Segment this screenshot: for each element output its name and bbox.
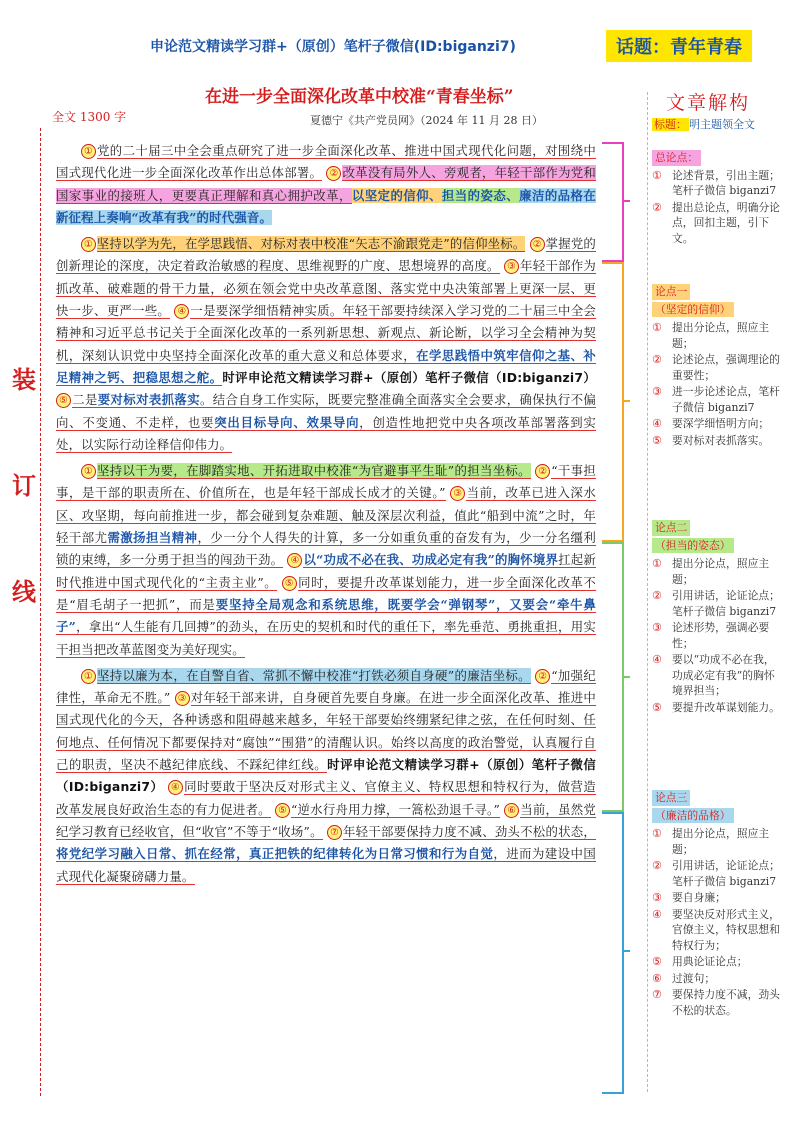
- panel-overview: [652, 150, 780, 247]
- keyphrase: 以“功成不必在我、功成必定有我”的胸怀境界: [303, 552, 559, 568]
- marker-circle: ⑤: [282, 576, 297, 591]
- sentence: 一是要深学细悟精神实质。年轻干部要持续深入学习党的二十届三中全会精神和习近平总书记关于全面深化改革的一系列新思想、新观点、新论断，以学习全会精神为契机，深刻认识党中央坚持全面深化改革的重大意义和总体要求，: [56, 303, 596, 363]
- panel-tag-label: 标题：: [654, 118, 687, 131]
- analysis-item: ④ 要以“功成不必在我，功成必定有我”的胸怀境界担当；: [652, 653, 775, 697]
- analysis-item: ④ 要深学细悟明方向；: [652, 417, 770, 430]
- paragraph-point-1: [56, 233, 596, 456]
- section-subheading: （担当的姿态）: [652, 538, 734, 554]
- bracket-point-3: [602, 812, 624, 1094]
- marker-circle: ④: [287, 553, 302, 568]
- binding-char-2: 订: [12, 471, 36, 500]
- marker-circle: ④: [168, 780, 183, 795]
- panel-title: 文章解构: [666, 92, 751, 114]
- panel-tag-text: 明主题领全文: [689, 118, 755, 131]
- sentence: ，进而为建设中国式现代化凝聚磅礴力量。: [56, 846, 596, 884]
- sentence: 坚持以学为先，在学思践悟、对标对表中校准“矢志不渝跟党走”的信仰坐标。: [96, 236, 526, 252]
- analysis-item: ② 引用讲话，论证论点；笔杆子微信 biganzi7: [652, 859, 780, 888]
- keyphrase: 要坚持全局观念和系统思维，既要学会“弹钢琴”，又要会“牵牛鼻子”: [56, 596, 596, 635]
- sentence: 同时要敢于坚决反对形式主义、官僚主义、特权思想和特权行为，做营造改革发展良好政治生态的有力促进者。: [56, 779, 597, 817]
- paragraph-intro: [56, 140, 596, 229]
- sentence: 年轻干部作为抓改革、破难题的骨干力量，必须在领会党中央改革意图、落实党中央决策部署上更深一层、更快一步、更严一些。: [56, 258, 597, 319]
- marker-circle: ②: [535, 669, 550, 684]
- marker-circle: ①: [81, 237, 96, 252]
- section-heading: 论点二: [652, 520, 690, 536]
- word-count: 全文 1300 字: [52, 110, 127, 124]
- marker-circle: ②: [535, 464, 550, 479]
- analysis-item: ④ 要坚决反对形式主义，官僚主义，特权思想和特权行为；: [652, 907, 780, 952]
- analysis-item: ⑤ 用典论证论点；: [652, 955, 748, 968]
- analysis-item: ① 提出分论点，照应主题；: [652, 827, 770, 856]
- bracket-intro-tick: [622, 200, 630, 202]
- analysis-item: ① 提出分论点，照应主题；: [652, 321, 770, 350]
- sentence: 改革没有局外人、旁观者，年轻干部作为党和国家事业的接班人，更要真正理解和真心拥护改革，: [56, 165, 597, 203]
- marker-circle: ⑤: [275, 803, 290, 818]
- sentence: “加强纪律性，革命无不胜。”: [56, 667, 597, 706]
- analysis-item: ③ 要自身廉；: [652, 891, 726, 904]
- sentence: 当前，改革已进入深水区、攻坚期，每向前推进一步，都会碰到复杂难题、触及深层次利益，值此“船到中流”之时，年轻干部尤: [56, 485, 597, 546]
- section-subheading: （廉洁的品格）: [652, 808, 734, 824]
- section-heading: 总论点：: [652, 150, 701, 166]
- watermark-inline: 时评申论范文精读学习群+（原创）笔杆子微信（ID:biganzi7）: [222, 369, 597, 385]
- marker-circle: ⑤: [56, 393, 71, 408]
- analysis-item: ② 论述论点，强调理论的重要性；: [652, 353, 780, 382]
- sentence: ，创造性地把党中央各项改革部署落到实处，以实际行动诠释信仰伟力。: [56, 414, 596, 452]
- analysis-item: ③ 进一步论述论点，笔杆子微信 biganzi7: [652, 385, 780, 414]
- paragraph-point-2: [56, 460, 596, 661]
- marker-circle: ④: [174, 304, 189, 319]
- marker-circle: ①: [81, 144, 96, 159]
- sentence: 扛起新时代推进中国式现代化的“主责主业”。: [56, 552, 596, 590]
- analysis-item: ② 引用讲话，论证论点；笔杆子微信 biganzi7: [652, 589, 780, 618]
- keyphrase-faith: 以坚定的信仰、: [351, 187, 442, 203]
- keyphrase: 将党纪学习融入日常、抓在经常，真正把铁的纪律转化为日常习惯和行为自觉: [56, 846, 494, 862]
- keyphrase: 在学思践悟中筑牢信仰之基、补足精神之钙、把稳思想之舵。: [56, 347, 596, 385]
- section-heading: 论点一: [652, 284, 690, 300]
- analysis-item: ① 提出分论点，照应主题；: [652, 557, 770, 586]
- analysis-item: ⑤ 要对标对表抓落实。: [652, 433, 770, 447]
- keyphrase-integrity: 廉洁的品格在新征程上奏响“改革有我”的时代强音。: [56, 187, 597, 225]
- sentence: 掌握党的创新理论的深度，决定着政治敏感的程度、思维视野的广度、思想境界的高度。: [56, 236, 597, 274]
- keyphrase: 需激扬担当精神: [107, 530, 198, 546]
- marker-circle: ⑥: [504, 803, 519, 818]
- sentence: 对年轻干部来讲，自身硬首先要自身廉。在进一步全面深化改革、推进中国式现代化的今天，各种诱惑和阻碍越来越多，年轻干部要始终绷紧纪律之弦，在任何时刻、任何地点、任何情况下都要保持对“腐蚀”“围猎”的清醒认识。始终以高度的政治警觉，认真履行自己的职责，坚决不越纪律底线、不踩纪律红线。: [56, 690, 596, 773]
- bracket-point-1: [602, 262, 624, 542]
- marker-circle: ②: [530, 237, 545, 252]
- sentence: 坚持以干为要，在脚踏实地、开拓进取中校准“为官避事平生耻”的担当坐标。: [96, 463, 531, 479]
- article-title: 在进一步全面深化改革中校准“青春坐标”: [205, 87, 514, 107]
- article-body: [56, 140, 596, 892]
- panel-point-3: [652, 790, 780, 1019]
- topic-badge: 话题：青年青春: [606, 30, 752, 62]
- bracket-point-2: [602, 542, 624, 812]
- sentence: ，少一分个人得失的计算，多一分如重负重的奋发有为，少一分名缰利锁的束缚，多一分勇于担当的闯劲干劲。: [56, 530, 596, 568]
- paragraph-point-3: [56, 665, 596, 888]
- header-source-line: 申论范文精读学习群+（原创）笔杆子微信(ID:biganzi7): [150, 39, 516, 55]
- marker-circle: ③: [504, 259, 519, 274]
- sentence: “逆水行舟用力撑，一篙松劲退千寻。”: [290, 801, 501, 817]
- analysis-item: ② 提出总论点，明确分论点，回扣主题，引下文。: [652, 200, 780, 245]
- keyphrase: 要对标对表抓落实: [97, 392, 200, 408]
- marker-circle: ③: [175, 691, 190, 706]
- panel-point-1: [652, 284, 780, 449]
- keyphrase-duty: 担当的姿态、: [441, 187, 520, 203]
- section-heading: 论点三: [652, 790, 690, 806]
- marker-circle: ②: [326, 166, 341, 181]
- sentence: 坚持以廉为本，在自警自省、常抓不懈中校准“打铁必须自身硬”的廉洁坐标。: [96, 667, 531, 683]
- analysis-item: ① 论述背景，引出主题；笔杆子微信 biganzi7: [652, 168, 780, 197]
- marker-circle: ①: [81, 669, 96, 684]
- analysis-item: ⑤ 要提升改革谋划能力。: [652, 700, 780, 714]
- panel-title-note: [652, 116, 755, 132]
- sentence: 年轻干部要保持力度不减、劲头不松的状态，: [342, 823, 596, 839]
- sentence: 当前，虽然党纪学习教育已经收官，但“收官”不等于“收场”。: [56, 801, 597, 839]
- binding-dashed-line: [40, 128, 41, 1096]
- sentence: 同时，要提升改革谋划能力，进一步全面深化改革不是“眉毛胡子一把抓”，而是: [56, 574, 596, 612]
- section-subheading: （坚定的信仰）: [652, 302, 734, 318]
- panel-point-2: [652, 520, 780, 716]
- sentence: ，拿出“人生能有几回搏”的劲头，在历史的契机和时代的重任下，率先垂范、勇挑重担，用实干担当把改革蓝图变为美好现实。: [56, 619, 596, 657]
- watermark-inline: 时评申论范文精读学习群+（原创）笔杆子微信（ID:biganzi7）: [56, 757, 596, 795]
- marker-circle: ①: [81, 464, 96, 479]
- bracket-intro: [602, 142, 624, 262]
- marker-circle: ③: [450, 486, 465, 501]
- keyphrase: 突出目标导向、效果导向: [214, 414, 360, 430]
- bracket-point-2-tick: [622, 676, 630, 678]
- bracket-point-1-tick: [622, 400, 630, 402]
- sentence: “干事担事，是干部的职责所在、价值所在，也是年轻干部成长成才的关键。”: [56, 463, 597, 501]
- binding-char-1: 装: [12, 365, 36, 394]
- marker-circle: ⑦: [327, 825, 342, 840]
- sentence: 。结合自身工作实际，既要完整准确全面落实全会要求，确保执行不偏向、不变通、不走样，也要: [56, 392, 596, 430]
- analysis-item: ⑦ 要保持力度不减，劲头不松的状态。: [652, 988, 780, 1017]
- bracket-point-3-tick: [622, 950, 630, 952]
- article-byline: 夏德宁《共产党员网》（2024 年 11 月 28 日）: [310, 114, 543, 127]
- analysis-item: ③ 论述形势，强调必要性；: [652, 621, 770, 650]
- analysis-item: ⑥ 过渡句；: [652, 971, 716, 985]
- sentence: 党的二十届三中全会重点研究了进一步全面深化改革、推进中国式现代化问题，对围绕中国式现代化进一步全面深化改革作出总体部署。: [56, 143, 596, 181]
- panel-dashed-line: [647, 92, 648, 1092]
- sentence: 二是: [72, 392, 98, 408]
- binding-char-3: 线: [12, 577, 36, 606]
